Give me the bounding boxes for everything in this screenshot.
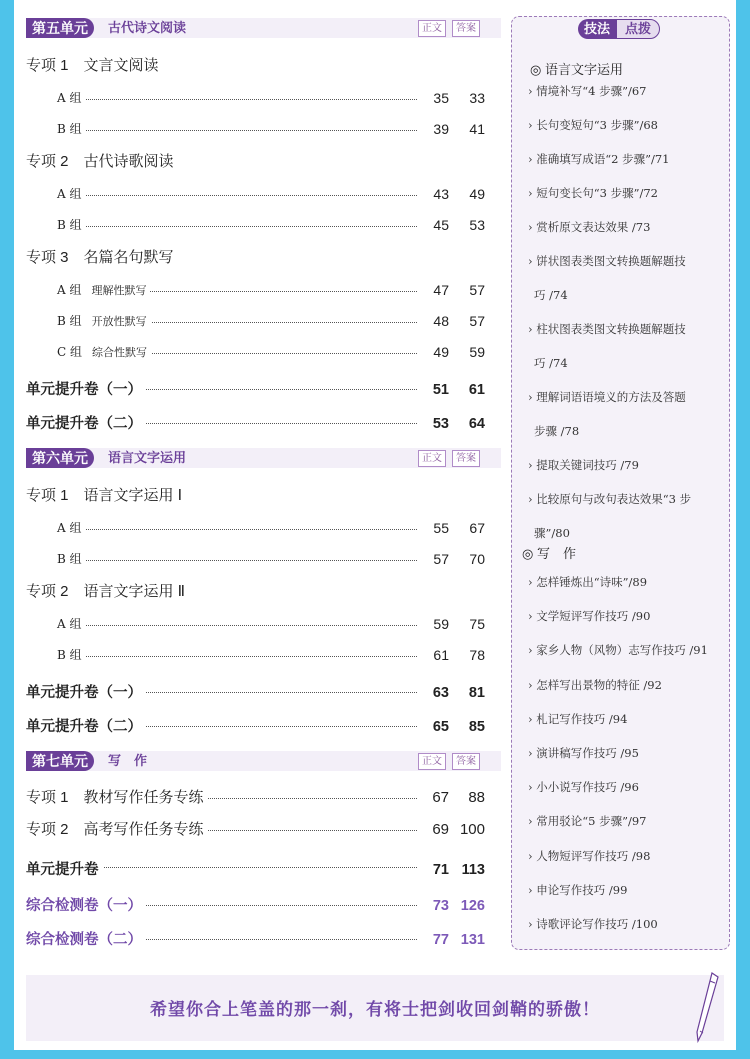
row-label: 单元提升卷（一） — [26, 373, 146, 407]
answer-page-number: 85 — [468, 719, 485, 735]
tip-item-continued: 步骤 /78 — [534, 424, 580, 438]
tip-item[interactable]: › 札记写作技巧 /94 — [528, 711, 628, 726]
unit-tag: 第六单元 — [26, 448, 94, 468]
page-number: 55 — [417, 513, 449, 544]
group-row[interactable] — [26, 83, 501, 114]
tip-item[interactable]: › 诗歌评论写作技巧 /100 — [528, 917, 658, 931]
tips-section-writing: ◎ 写 作 — [522, 546, 576, 561]
page-number: 51 — [417, 373, 449, 407]
test-row[interactable] — [26, 889, 501, 923]
page-number: 69 — [417, 814, 449, 846]
tip-item-continued: 巧 /74 — [534, 288, 568, 302]
row-label: 单元提升卷（二） — [26, 710, 146, 744]
paper-row[interactable] — [26, 676, 501, 710]
tip-item[interactable]: › 短句变长句“3 步骤”/72 — [528, 186, 658, 200]
answer-page-number: 64 — [468, 416, 485, 432]
answer-page-number: 33 — [469, 90, 485, 106]
answer-page-number: 67 — [469, 520, 485, 536]
leader-dots — [66, 195, 421, 196]
row-sublabel: 理解性默写 — [91, 284, 147, 297]
paper-row[interactable] — [26, 851, 501, 889]
answer-page-number: 88 — [468, 789, 485, 806]
tip-item[interactable]: › 怎样锤炼出“诗味”/89 — [528, 575, 648, 589]
tip-item[interactable]: › 常用驳论“5 步骤”/97 — [528, 814, 647, 829]
tip-item[interactable]: › 人物短评写作技巧 /98 — [528, 848, 651, 863]
row-label: 单元提升卷 — [26, 851, 103, 889]
tips-title-a: 技法 — [578, 19, 616, 39]
leader-dots — [66, 867, 421, 868]
group-row[interactable] — [26, 210, 501, 241]
project-row[interactable] — [26, 814, 501, 846]
row-label: C 组 — [57, 345, 82, 359]
tip-item-continued: 骤”/80 — [534, 526, 570, 540]
tip-item[interactable]: › 小小说写作技巧 /96 — [528, 780, 639, 795]
answer-page-number: 81 — [468, 685, 485, 701]
page-number: 77 — [417, 923, 449, 957]
group-row[interactable] — [26, 306, 501, 337]
tip-item[interactable]: › 赏析原文表达效果 /73 — [528, 220, 651, 234]
text-badge: 正文 — [418, 753, 446, 770]
project-heading[interactable] — [26, 479, 501, 513]
test-row[interactable] — [26, 923, 501, 957]
unit-title: 写 作 — [108, 753, 148, 768]
row-label: B 组 — [57, 314, 82, 328]
group-row[interactable] — [26, 544, 501, 575]
page-number: 71 — [417, 851, 449, 889]
answer-page-number: 126 — [460, 898, 485, 914]
answer-page-number: 57 — [469, 282, 485, 298]
tips-panel — [511, 16, 730, 950]
page-number: 73 — [417, 889, 449, 923]
answer-page-number: 78 — [469, 647, 485, 663]
paper-row[interactable] — [26, 407, 501, 441]
row-label: B 组 — [57, 640, 86, 671]
row-label: A 组 — [57, 513, 85, 544]
page-number: 53 — [417, 407, 449, 441]
row-label: A 组 — [57, 83, 85, 114]
tip-item[interactable]: › 申论写作技巧 /99 — [528, 882, 628, 897]
answer-badge: 答案 — [452, 20, 480, 37]
pen-icon — [694, 971, 720, 1043]
tips-section-language: ◎ 语言文字运用 — [530, 62, 623, 77]
page-number: 47 — [417, 275, 449, 306]
leader-dots — [66, 560, 421, 561]
group-row[interactable] — [26, 513, 501, 544]
tip-item[interactable]: › 情境补写“4 步骤”/67 — [528, 84, 647, 98]
leader-dots — [66, 656, 421, 657]
page-number: 35 — [417, 83, 449, 114]
leader-dots — [66, 529, 421, 530]
row-label: 专项 2 高考写作任务专练 — [26, 814, 208, 846]
project-row[interactable] — [26, 782, 501, 814]
page-number: 57 — [417, 544, 449, 575]
row-label: A 组 — [57, 179, 85, 210]
answer-page-number: 75 — [469, 616, 485, 632]
page-number: 61 — [417, 640, 449, 671]
row-sublabel: 开放性默写 — [91, 315, 147, 328]
answer-page-number: 41 — [469, 121, 485, 137]
row-label: 专项 1 教材写作任务专练 — [26, 782, 208, 814]
page-number: 59 — [417, 609, 449, 640]
leader-dots — [66, 130, 421, 131]
tip-item[interactable]: › 怎样写出景物的特征 /92 — [528, 677, 662, 692]
page-number: 45 — [417, 210, 449, 241]
row-label: A 组 — [57, 609, 85, 640]
row-label: 专项 1 语言文字运用 Ⅰ — [26, 479, 186, 513]
tip-item[interactable]: › 长句变短句“3 步骤”/68 — [528, 118, 658, 132]
row-label: 专项 2 古代诗歌阅读 — [26, 145, 178, 179]
answer-page-number: 49 — [469, 186, 485, 202]
group-row[interactable] — [26, 640, 501, 671]
group-row[interactable] — [26, 275, 501, 306]
unit-title: 古代诗文阅读 — [108, 20, 187, 35]
text-badge: 正文 — [418, 20, 446, 37]
row-label: 综合检测卷（二） — [26, 923, 146, 957]
group-row[interactable] — [26, 609, 501, 640]
page-number: 39 — [417, 114, 449, 145]
page — [14, 0, 736, 1050]
leader-dots — [66, 99, 421, 100]
tip-item-continued: 巧 /74 — [534, 356, 568, 370]
answer-badge: 答案 — [452, 753, 480, 770]
unit-tag: 第五单元 — [26, 18, 94, 38]
unit-tag: 第七单元 — [26, 751, 94, 771]
row-label: 综合检测卷（一） — [26, 889, 146, 923]
answer-page-number: 57 — [469, 313, 485, 329]
project-heading[interactable] — [26, 575, 501, 609]
page-number: 48 — [417, 306, 449, 337]
answer-page-number: 100 — [459, 821, 485, 838]
answer-badge: 答案 — [452, 450, 480, 467]
tip-item[interactable]: › 柱状图表类图文转换题解题技 — [528, 322, 686, 336]
page-number: 43 — [417, 179, 449, 210]
page-number: 65 — [417, 710, 449, 744]
unit-header — [26, 18, 501, 38]
leader-dots — [66, 625, 421, 626]
group-row[interactable] — [26, 337, 501, 368]
answer-page-number: 59 — [469, 344, 485, 360]
row-label-wrap — [57, 275, 150, 306]
tip-item[interactable]: › 准确填写成语“2 步骤”/71 — [528, 152, 670, 166]
page-number: 67 — [417, 782, 449, 814]
paper-row[interactable] — [26, 710, 501, 744]
text-badge: 正文 — [418, 450, 446, 467]
tip-item[interactable]: › 比较原句与改句表达效果“3 步 — [528, 492, 692, 506]
row-label-wrap — [57, 337, 151, 368]
tips-title-b: 点拨 — [616, 19, 660, 39]
tip-item[interactable]: › 饼状图表类图文转换题解题技 — [528, 254, 686, 268]
project-heading[interactable] — [26, 145, 501, 179]
row-label: B 组 — [57, 114, 86, 145]
answer-page-number: 53 — [469, 217, 485, 233]
leader-dots — [66, 226, 421, 227]
row-label: B 组 — [57, 210, 86, 241]
paper-row[interactable] — [26, 373, 501, 407]
page-number: 63 — [417, 676, 449, 710]
tip-item[interactable]: › 家乡人物（风物）志写作技巧 /91 — [528, 643, 708, 658]
tips-title — [578, 19, 660, 39]
row-label: A 组 — [57, 283, 82, 297]
tip-item[interactable]: › 提取关键词技巧 /79 — [528, 458, 639, 472]
group-row[interactable] — [26, 179, 501, 210]
tip-item[interactable]: › 文学短评写作技巧 /90 — [528, 609, 651, 624]
project-heading[interactable] — [26, 241, 501, 275]
answer-page-number: 70 — [469, 551, 485, 567]
row-sublabel: 综合性默写 — [92, 346, 147, 359]
project-heading[interactable] — [26, 49, 501, 83]
row-label: B 组 — [57, 544, 86, 575]
unit-title: 语言文字运用 — [108, 450, 187, 465]
unit-header — [26, 751, 501, 771]
footer-banner — [26, 975, 724, 1041]
row-label: 单元提升卷（二） — [26, 407, 146, 441]
row-label: 单元提升卷（一） — [26, 676, 146, 710]
answer-page-number: 131 — [460, 932, 485, 948]
tip-item[interactable]: › 理解词语语境义的方法及答题 — [528, 390, 686, 404]
row-label: 专项 1 文言文阅读 — [26, 49, 163, 83]
unit-header — [26, 448, 501, 468]
row-label: 专项 2 语言文字运用 Ⅱ — [26, 575, 189, 609]
group-row[interactable] — [26, 114, 501, 145]
answer-page-number: 61 — [468, 382, 485, 398]
answer-page-number: 113 — [461, 862, 485, 878]
tip-item[interactable]: › 演讲稿写作技巧 /95 — [528, 746, 639, 760]
footer-motto: 希望你合上笔盖的那一刹，有将士把剑收回剑鞘的骄傲！ — [150, 1000, 600, 1020]
row-label: 专项 3 名篇名句默写 — [26, 241, 178, 275]
row-label-wrap — [57, 306, 151, 337]
page-number: 49 — [417, 337, 449, 368]
